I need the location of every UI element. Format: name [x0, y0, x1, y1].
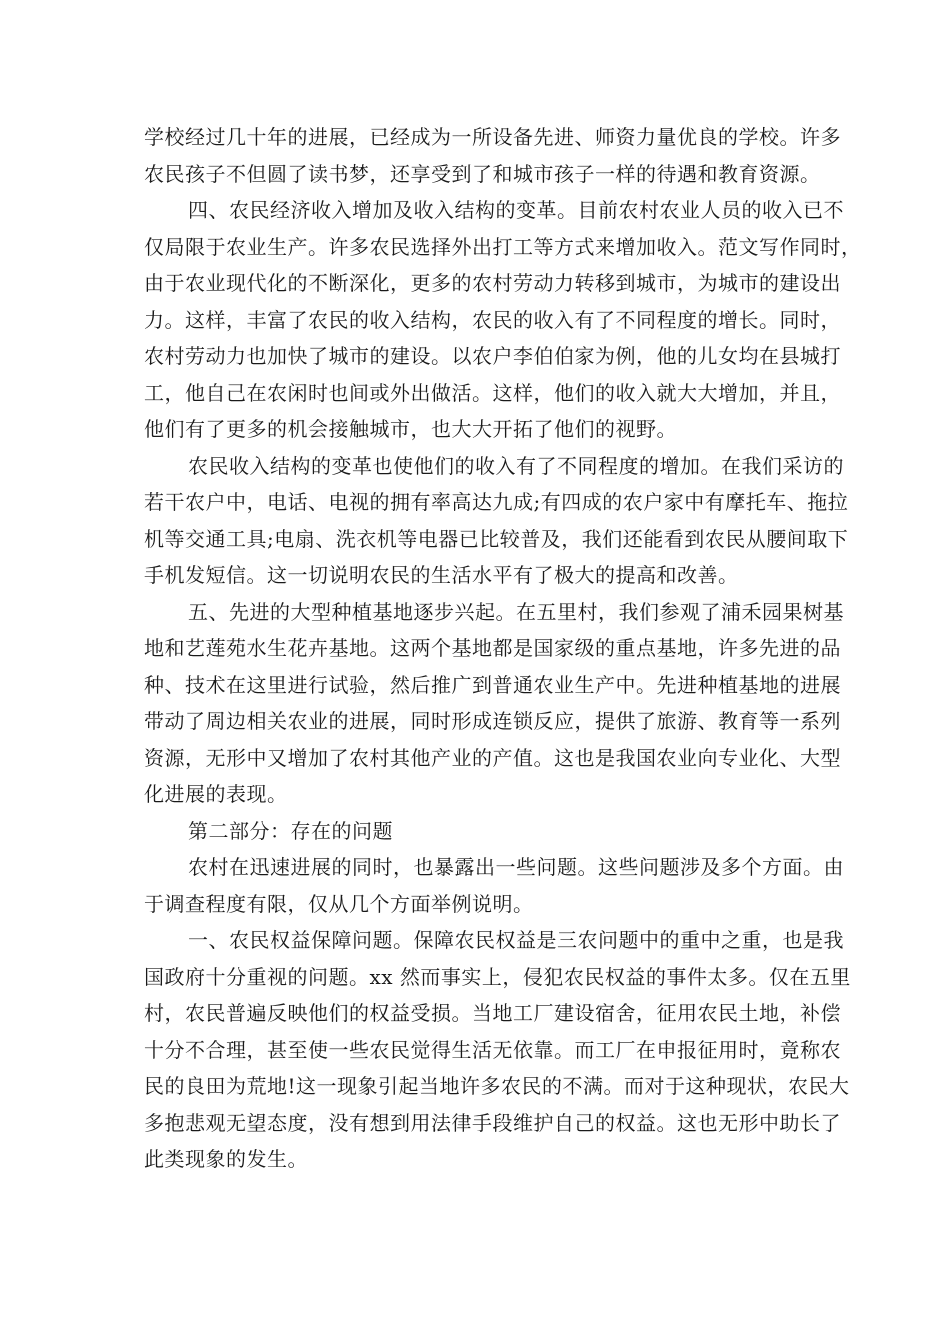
text-line: 手机发短信。这一切说明农民的生活水平有了极大的提高和改善。 [144, 563, 739, 587]
text-line: 农民孩子不但圆了读书梦，还享受到了和城市孩子一样的待遇和教育资源。 [144, 161, 821, 186]
paragraph-first-line: 农村在迅速进展的同时，也暴露出一些问题。这些问题涉及多个方面。由 [188, 855, 844, 879]
paragraph-first-line: 农民收入结构的变革也使他们的收入有了不同程度的增加。在我们采访的 [188, 453, 844, 478]
text-line: 若干农户中，电话、电视的拥有率高达九成;有四成的农户家中有摩托车、拖拉 [144, 490, 849, 514]
text-line: 种、技术在这里进行试验，然后推广到普通农业生产中。先进种植基地的进展 [144, 672, 841, 697]
text-line: 力。这样，丰富了农民的收入结构，农民的收入有了不同程度的增长。同时， [144, 307, 841, 332]
text-line: 化进展的表现。 [144, 782, 288, 806]
text-line: 此类现象的发生。 [144, 1147, 308, 1171]
paragraph-first-line: 四、农民经济收入增加及收入结构的变革。目前农村农业人员的收入已不 [188, 198, 844, 222]
text-line: 农村劳动力也加快了城市的建设。以农户李伯伯家为例，他的儿女均在县城打 [144, 344, 841, 368]
text-line: 工，他自己在农闲时也间或外出做活。这样，他们的收入就大大增加，并且， [144, 380, 841, 405]
text-line: 由于农业现代化的不断深化，更多的农村劳动力转移到城市，为城市的建设出 [144, 271, 841, 295]
paragraph-first-line: 一、农民权益保障问题。保障农民权益是三农问题中的重中之重，也是我 [188, 928, 844, 952]
paragraph-first-line: 五、先进的大型种植基地逐步兴起。在五里村，我们参观了浦禾园果树基 [188, 599, 844, 624]
text-line: 国政府十分重视的问题。xx 然而事实上，侵犯农民权益的事件太多。仅在五里 [144, 964, 851, 989]
text-line: 仅局限于农业生产。许多农民选择外出打工等方式来增加收入。范文写作同时， [144, 234, 862, 259]
text-line: 资源，无形中又增加了农村其他产业的产值。这也是我国农业向专业化、大型 [144, 745, 841, 770]
text-line: 带动了周边相关农业的进展，同时形成连锁反应，提供了旅游、教育等一系列 [144, 709, 841, 733]
text-line: 十分不合理，甚至使一些农民觉得生活无依靠。而工厂在申报征用时，竟称农 [144, 1037, 841, 1062]
text-line: 村，农民普遍反映他们的权益受损。当地工厂建设宿舍，征用农民土地，补偿 [144, 1001, 841, 1025]
text-line: 地和艺莲苑水生花卉基地。这两个基地都是国家级的重点基地，许多先进的品 [144, 636, 841, 660]
text-line: 民的良田为荒地!这一现象引起当地许多农民的不满。而对于这种现状，农民大 [144, 1074, 850, 1098]
text-line: 多抱悲观无望态度，没有想到用法律手段维护自己的权益。这也无形中助长了 [144, 1110, 841, 1135]
document-body [144, 119, 862, 1178]
text-line: 机等交通工具;电扇、洗衣机等电器已比较普及，我们还能看到农民从腰间取下 [144, 526, 849, 551]
text-line: 于调查程度有限，仅从几个方面举例说明。 [144, 891, 534, 916]
paragraph-first-line: 第二部分：存在的问题 [188, 818, 393, 843]
text-line: 学校经过几十年的进展，已经成为一所设备先进、师资力量优良的学校。许多 [144, 125, 841, 149]
text-line: 他们有了更多的机会接触城市，也大大开拓了他们的视野。 [144, 417, 677, 441]
